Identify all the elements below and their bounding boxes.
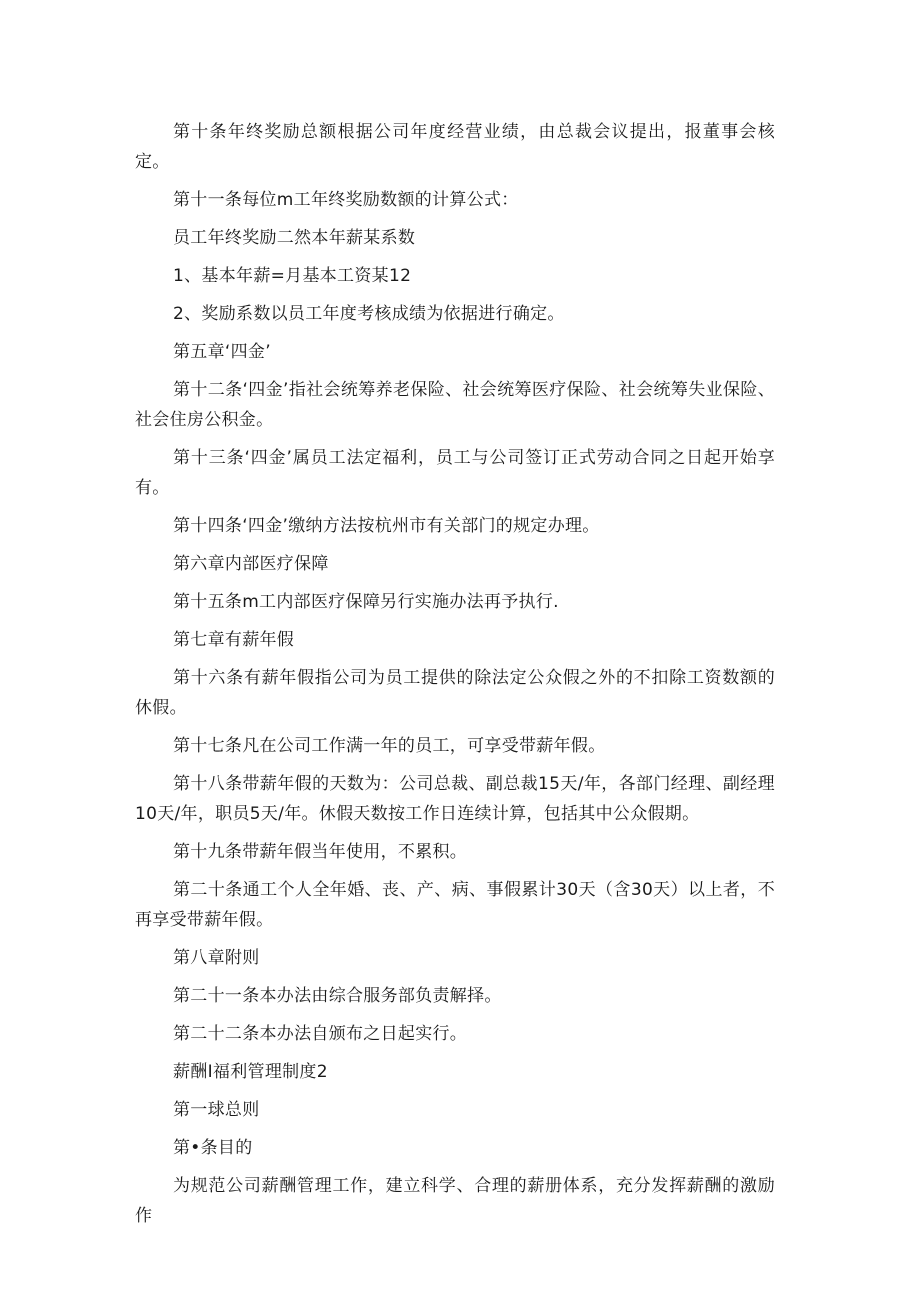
paragraph: 第十四条‘四金’缴纳方法按杭州市有关部门的规定办理。 bbox=[173, 516, 600, 536]
chapter-heading: 第八章附则 bbox=[173, 948, 260, 968]
paragraph: 第二十条通工个人全年婚、丧、产、病、事假累计30天（含30天）以上者，不再享受带薪年假。 bbox=[135, 880, 775, 930]
paragraph: 第十八条带薪年假的天数为：公司总裁、副总裁15天/年，各部门经理、副经理10天/年，职员5天/年。休假天数按工作日连续计算，包括其中公众假期。 bbox=[135, 774, 775, 824]
paragraph: 为规范公司薪酬管理工作，建立科学、合理的薪册体系，充分发挥薪酬的激励作 bbox=[135, 1176, 775, 1226]
paragraph: 第二十二条本办法自颁布之日起实行。 bbox=[173, 1024, 468, 1044]
paragraph: 第十一条每位m工年终奖励数额的计算公式： bbox=[173, 190, 519, 210]
article-heading: 第•条目的 bbox=[173, 1138, 253, 1158]
chapter-heading: 第五章‘四金’ bbox=[173, 342, 271, 362]
paragraph: 2、奖励系数以员工年度考核成绩为依据进行确定。 bbox=[173, 304, 565, 324]
paragraph: 1、基本年薪=月基本工资某12 bbox=[173, 266, 412, 286]
chapter-heading: 第一球总则 bbox=[173, 1100, 260, 1120]
paragraph: 第十条年终奖励总额根据公司年度经营业绩，由总裁会议提出，报董事会核定。 bbox=[135, 122, 775, 172]
section-title: 薪酬I福利管理制度2 bbox=[173, 1062, 328, 1082]
paragraph: 第二十一条本办法由综合服务部负责解择。 bbox=[173, 986, 502, 1006]
chapter-heading: 第六章内部医疗保障 bbox=[173, 554, 329, 574]
document-body bbox=[135, 117, 775, 1239]
paragraph: 第十二条‘四金’指社会统筹养老保险、社会统筹医疗保险、社会统筹失业保险、社会住房公积金。 bbox=[135, 380, 775, 430]
paragraph: 第十九条带薪年假当年使用，不累积。 bbox=[173, 842, 468, 862]
paragraph: 第十六条有薪年假指公司为员工提供的除法定公众假之外的不扣除工资数额的休假。 bbox=[135, 668, 775, 718]
paragraph: 第十五条m工内部医疗保障另行实施办法再予执行. bbox=[173, 592, 559, 612]
paragraph: 第十三条‘四金’属员工法定福利，员工与公司签订正式劳动合同之日起开始享有。 bbox=[135, 448, 775, 498]
paragraph: 员工年终奖励二然本年薪某系数 bbox=[173, 228, 416, 248]
chapter-heading: 第七章有薪年假 bbox=[173, 630, 295, 650]
paragraph: 第十七条凡在公司工作满一年的员工，可享受带薪年假。 bbox=[173, 736, 606, 756]
